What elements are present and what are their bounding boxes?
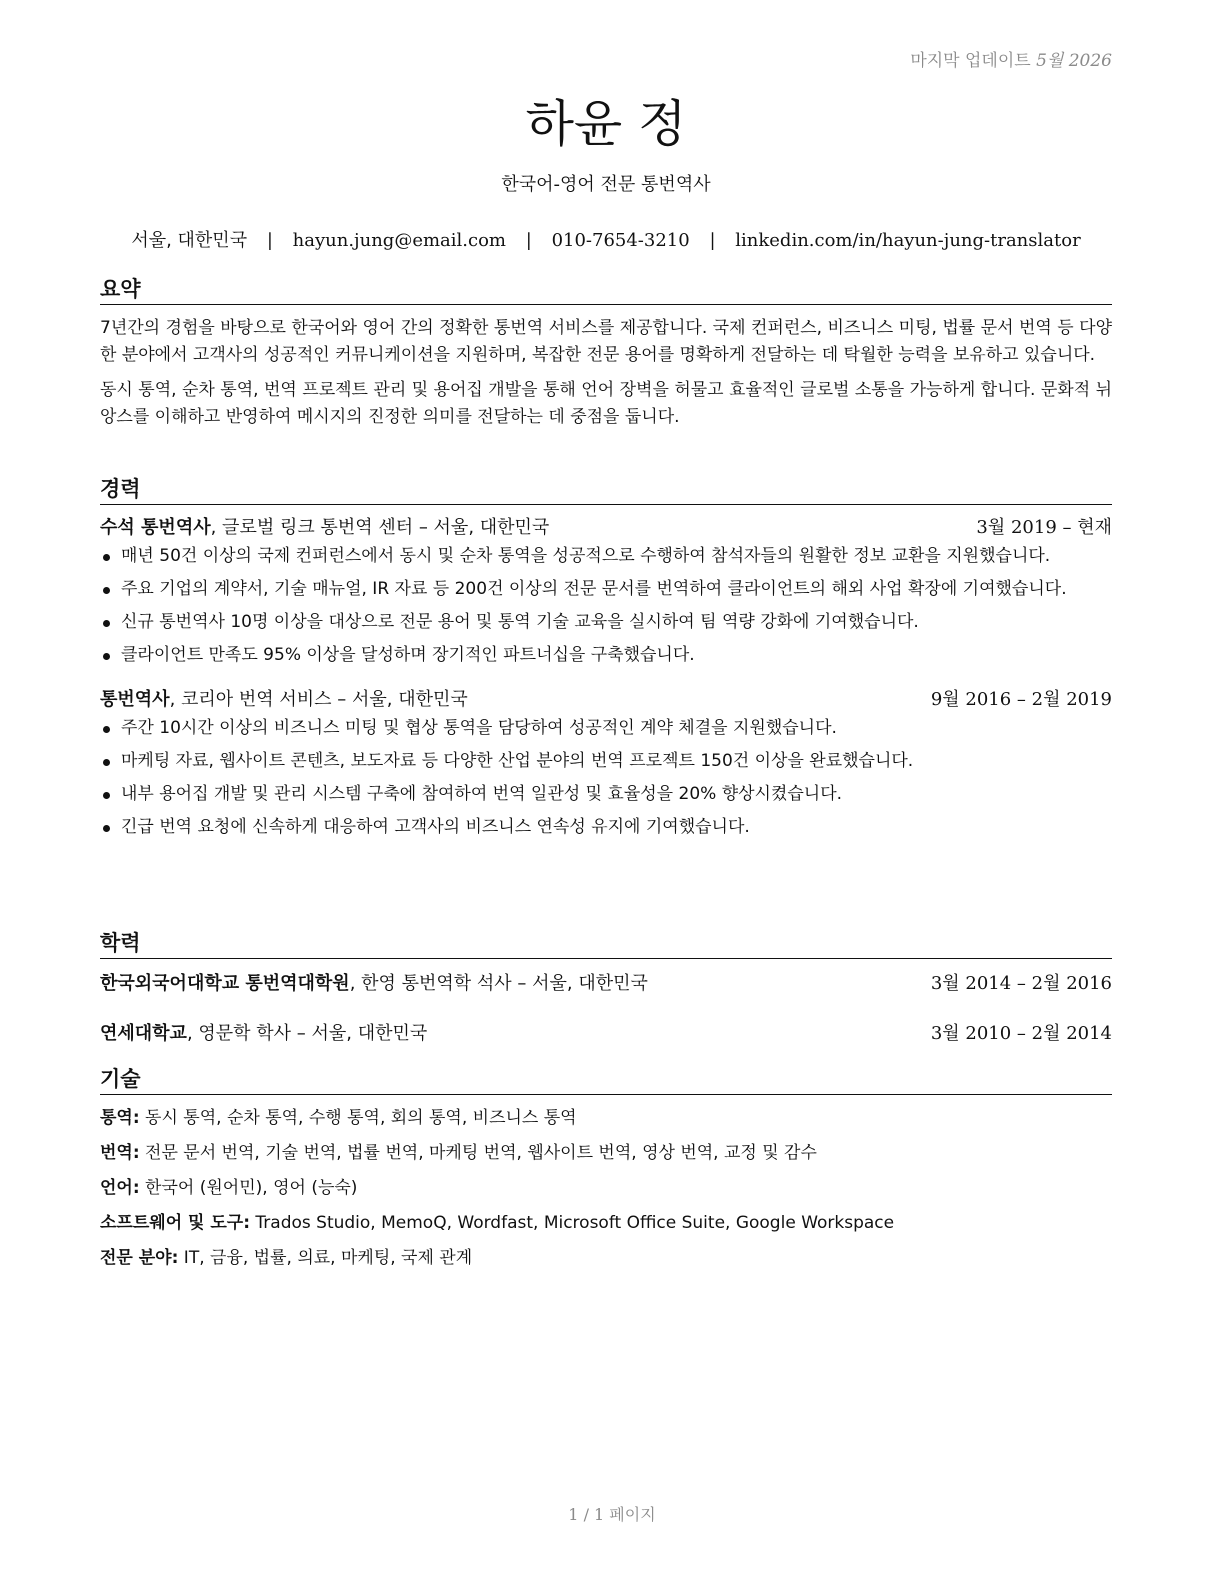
education-detail: , 한영 통번역학 석사 – 서울, 대한민국 (349, 973, 648, 994)
skill-label: 통역: (100, 1108, 140, 1128)
skill-label: 번역: (100, 1143, 140, 1163)
skill-value: Trados Studio, MemoQ, Wordfast, Microsoft Office Suite, Google Workspace (250, 1213, 895, 1233)
skill-row (100, 1140, 1112, 1166)
education-dates: 3월 2014 – 2월 2016 (930, 973, 1112, 994)
job-entry (100, 515, 1112, 669)
education-dates: 3월 2010 – 2월 2014 (930, 1023, 1112, 1044)
contact-separator: | (709, 230, 716, 251)
skill-row (100, 1105, 1112, 1131)
last-updated-date: 5월 2026 (1036, 51, 1112, 71)
summary-heading: 요약 (100, 276, 1112, 305)
candidate-name: 하윤 정 (525, 95, 687, 153)
education-section (100, 930, 1112, 1047)
education-entry (100, 1021, 1112, 1047)
skill-value: IT, 금융, 법률, 의료, 마케팅, 국제 관계 (178, 1248, 473, 1268)
skill-value: 전문 문서 번역, 기술 번역, 법률 번역, 마케팅 번역, 웹사이트 번역, 영상 번역, 교정 및 감수 (139, 1143, 817, 1163)
education-detail: , 영문학 학사 – 서울, 대한민국 (186, 1023, 428, 1044)
job-bullet: 주요 기업의 계약서, 기술 매뉴얼, IR 자료 등 200건 이상의 전문 문서를 번역하여 클라이언트의 해외 사업 확장에 기여했습니다. (100, 576, 1112, 603)
contact-email[interactable]: hayun.jung@email.com (292, 230, 507, 251)
job-dates: 3월 2019 – 현재 (976, 517, 1112, 538)
job-entry (100, 687, 1112, 841)
contact-linkedin[interactable]: linkedin.com/in/hayun-jung-translator (735, 230, 1081, 251)
job-org: , 글로벌 링크 통번역 센터 – 서울, 대한민국 (210, 517, 550, 538)
job-bullet: 주간 10시간 이상의 비즈니스 미팅 및 협상 통역을 담당하여 성공적인 계약 체결을 지원했습니다. (100, 715, 1112, 742)
job-bullets (100, 543, 1112, 669)
contact-location: 서울, 대한민국 (131, 230, 248, 251)
job-dates: 9월 2016 – 2월 2019 (930, 689, 1112, 710)
resume-page (100, 0, 1112, 1584)
job-bullet: 신규 통번역사 10명 이상을 대상으로 전문 용어 및 통역 기술 교육을 실시하여 팀 역량 강화에 기여했습니다. (100, 609, 1112, 636)
skill-row (100, 1175, 1112, 1201)
candidate-title: 한국어-영어 전문 통번역사 (501, 174, 711, 195)
skill-value: 동시 통역, 순차 통역, 수행 통역, 회의 통역, 비즈니스 통역 (139, 1108, 577, 1128)
contact-separator: | (525, 230, 532, 251)
contact-line (100, 226, 1112, 252)
job-role: 통번역사 (100, 689, 170, 710)
job-header (100, 687, 1112, 713)
job-bullet: 마케팅 자료, 웹사이트 콘텐츠, 보도자료 등 다양한 산업 분야의 번역 프로젝트 150건 이상을 완료했습니다. (100, 748, 1112, 775)
last-updated-label: 마지막 업데이트 (910, 51, 1031, 71)
skill-value: 한국어 (원어민), 영어 (능숙) (139, 1178, 358, 1198)
education-school: 연세대학교 (100, 1023, 187, 1044)
summary-paragraph: 동시 통역, 순차 통역, 번역 프로젝트 관리 및 용어집 개발을 통해 언어 장벽을 허물고 효율적인 글로벌 소통을 가능하게 합니다. 문화적 뉘앙스를 이해하고 반영하여 메시지의 진정한 의미를 전달하는 데 중점을 둡니다. (100, 380, 1112, 427)
job-bullet: 매년 50건 이상의 국제 컨퍼런스에서 동시 및 순차 통역을 성공적으로 수행하여 참석자들의 원활한 정보 교환을 지원했습니다. (100, 543, 1112, 570)
experience-section (100, 476, 1112, 847)
skill-label: 소프트웨어 및 도구: (100, 1213, 251, 1233)
job-org: , 코리아 번역 서비스 – 서울, 대한민국 (169, 689, 468, 710)
skill-label: 언어: (100, 1178, 140, 1198)
skills-section (100, 1066, 1112, 1280)
last-updated (910, 46, 1112, 71)
job-bullet: 내부 용어집 개발 및 관리 시스템 구축에 참여하여 번역 일관성 및 효율성을 20% 향상시켰습니다. (100, 781, 1112, 808)
summary-paragraph: 7년간의 경험을 바탕으로 한국어와 영어 간의 정확한 통번역 서비스를 제공합니다. 국제 컨퍼런스, 비즈니스 미팅, 법률 문서 번역 등 다양한 분야에서 고객사의 성공적인 커뮤니케이션을 지원하며, 복잡한 전문 용어를 명확하게 전달하는 데 탁월한 능력을 보유하고 있습니다. (100, 318, 1112, 365)
skill-row (100, 1210, 1112, 1236)
job-bullets (100, 715, 1112, 841)
job-bullet: 클라이언트 만족도 95% 이상을 달성하며 장기적인 파트너십을 구축했습니다. (100, 642, 1112, 669)
experience-heading: 경력 (100, 476, 1112, 505)
job-bullet: 긴급 번역 요청에 신속하게 대응하여 고객사의 비즈니스 연속성 유지에 기여했습니다. (100, 814, 1112, 841)
education-school: 한국외국어대학교 통번역대학원 (100, 973, 350, 994)
education-heading: 학력 (100, 930, 1112, 959)
skill-row (100, 1245, 1112, 1271)
skills-heading: 기술 (100, 1066, 1112, 1095)
education-entry (100, 971, 1112, 997)
page-number: 1 / 1 페이지 (568, 1505, 656, 1524)
skill-label: 전문 분야: (100, 1248, 179, 1268)
job-role: 수석 통번역사 (100, 517, 211, 538)
job-header (100, 515, 1112, 541)
summary-section (100, 276, 1112, 439)
contact-phone[interactable]: 010-7654-3210 (551, 230, 690, 251)
contact-separator: | (266, 230, 273, 251)
